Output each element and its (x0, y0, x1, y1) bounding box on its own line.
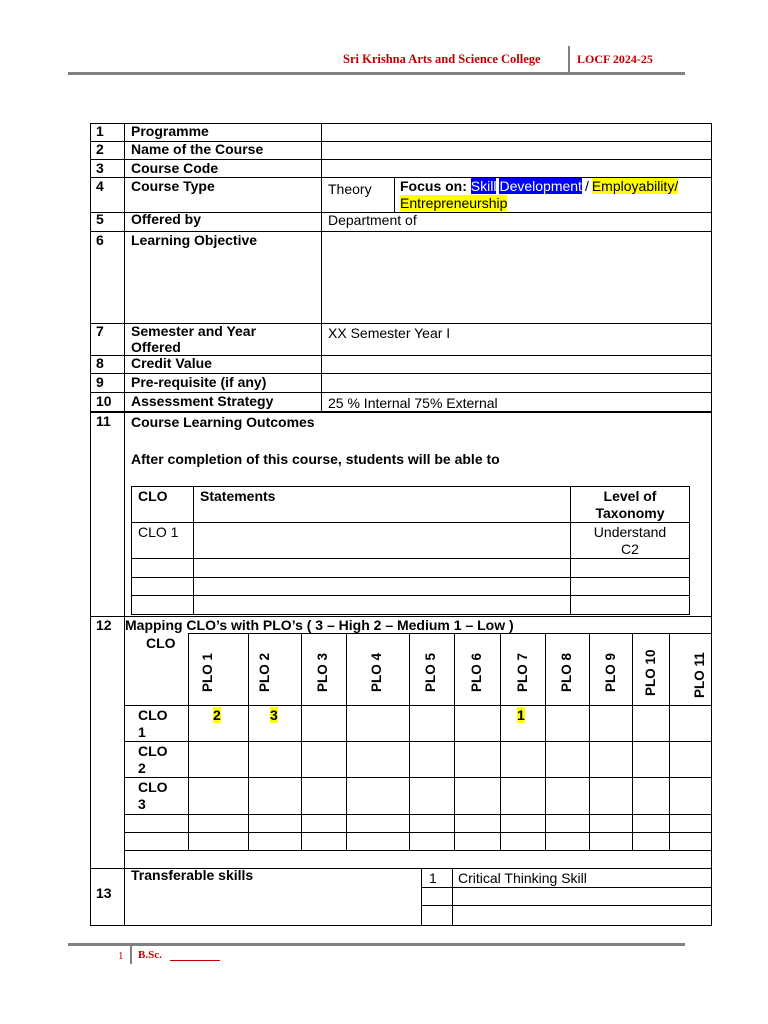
plo-6-header: PLO 6 (469, 652, 484, 692)
row-num: 2 (96, 141, 104, 157)
row-label-assessment: Assessment Strategy (131, 393, 274, 409)
plo-7-header: PLO 7 (515, 652, 530, 692)
row-num: 3 (96, 160, 104, 176)
row-num: 7 (96, 323, 104, 339)
row-num: 6 (96, 232, 104, 248)
mapping-corner: CLO (146, 635, 176, 651)
college-name: Sri Krishna Arts and Science College (343, 52, 541, 66)
header-divider (568, 46, 570, 72)
taxonomy-header: Taxonomy (595, 505, 665, 521)
row-num: 10 (96, 393, 112, 409)
focus-employability: Employability/ (591, 178, 679, 194)
page-number: 1 (118, 950, 124, 962)
row-num: 1 (96, 123, 104, 139)
clo-1-level: Understand (593, 524, 667, 540)
clo-header: CLO (138, 488, 168, 504)
focus-skill: Skill (470, 178, 497, 194)
map-cell-clo1-plo7: 1 (517, 707, 525, 723)
skill-1-name: Critical Thinking Skill (458, 870, 587, 886)
row-num: 4 (96, 178, 104, 194)
semester-value: XX Semester Year I (328, 325, 451, 341)
row-label-semester-2: Offered (131, 339, 181, 355)
plo-2-header: PLO 2 (257, 652, 272, 692)
skill-1-num: 1 (429, 870, 437, 886)
plo-5-header: PLO 5 (423, 652, 438, 692)
header-rule (68, 72, 685, 75)
plo-10-header: PLO 10 (643, 649, 658, 696)
row-label-transferable: Transferable skills (131, 867, 254, 883)
row-num: 11 (96, 413, 111, 429)
row-label-course-type: Course Type (131, 178, 215, 194)
focus-line (400, 178, 678, 194)
footer-divider (130, 946, 132, 964)
level-header: Level of (603, 488, 657, 504)
plo-8-header: PLO 8 (559, 652, 574, 692)
row-label-learning-objective: Learning Objective (131, 232, 258, 248)
row-label-clo: Course Learning Outcomes (131, 414, 315, 430)
mapping-title: Mapping CLO’s with PLO’s ( 3 – High 2 – Medium 1 – Low ) (125, 617, 514, 633)
clo-1-label: CLO 1 (138, 524, 179, 540)
assessment-value: 25 % Internal 75% External (328, 395, 498, 411)
clo-1-code: C2 (621, 541, 639, 557)
row-num: 13 (96, 885, 112, 901)
row-label-semester: Semester and Year (131, 323, 257, 339)
row-label-programme: Programme (131, 123, 209, 139)
map-row-2-clo: CLO (138, 743, 168, 759)
plo-11-header: PLO 11 (692, 652, 707, 698)
row-num: 12 (96, 617, 112, 633)
degree-blank-line (170, 960, 220, 961)
map-row-3-num: 3 (138, 796, 146, 812)
map-cell-clo1-plo1: 2 (213, 707, 221, 723)
focus-slash: / (584, 178, 589, 194)
statements-header: Statements (200, 488, 276, 504)
plo-1-header: PLO 1 (200, 652, 215, 692)
focus-label: Focus on: (400, 178, 467, 194)
plo-4-header: PLO 4 (369, 652, 384, 692)
offered-by-value: Department of (328, 212, 417, 228)
clo-intro: After completion of this course, students will be able to (131, 451, 500, 467)
row-label-offered-by: Offered by (131, 211, 202, 227)
row-num: 8 (96, 355, 104, 371)
course-type-value: Theory (328, 181, 372, 197)
row-label-course-name: Name of the Course (131, 141, 264, 157)
row-label-prerequisite: Pre-requisite (if any) (131, 374, 267, 390)
degree-label: B.Sc. (138, 949, 162, 961)
plo-3-header: PLO 3 (315, 652, 330, 692)
focus-entrepreneurship: Entrepreneurship (400, 195, 508, 211)
focus-development: Development (499, 178, 582, 194)
map-row-2-num: 2 (138, 760, 146, 776)
plo-9-header: PLO 9 (603, 652, 618, 692)
row-label-credit-value: Credit Value (131, 355, 212, 371)
row-num: 9 (96, 374, 104, 390)
focus-line-2 (400, 195, 507, 211)
map-row-1-num: 1 (138, 724, 146, 740)
locf-label: LOCF 2024-25 (577, 52, 653, 66)
row-num: 5 (96, 211, 104, 227)
footer-rule (68, 943, 685, 946)
row-label-course-code: Course Code (131, 160, 219, 176)
map-row-3-clo: CLO (138, 779, 168, 795)
map-cell-clo1-plo2: 3 (270, 707, 278, 723)
map-row-1-clo: CLO (138, 707, 168, 723)
